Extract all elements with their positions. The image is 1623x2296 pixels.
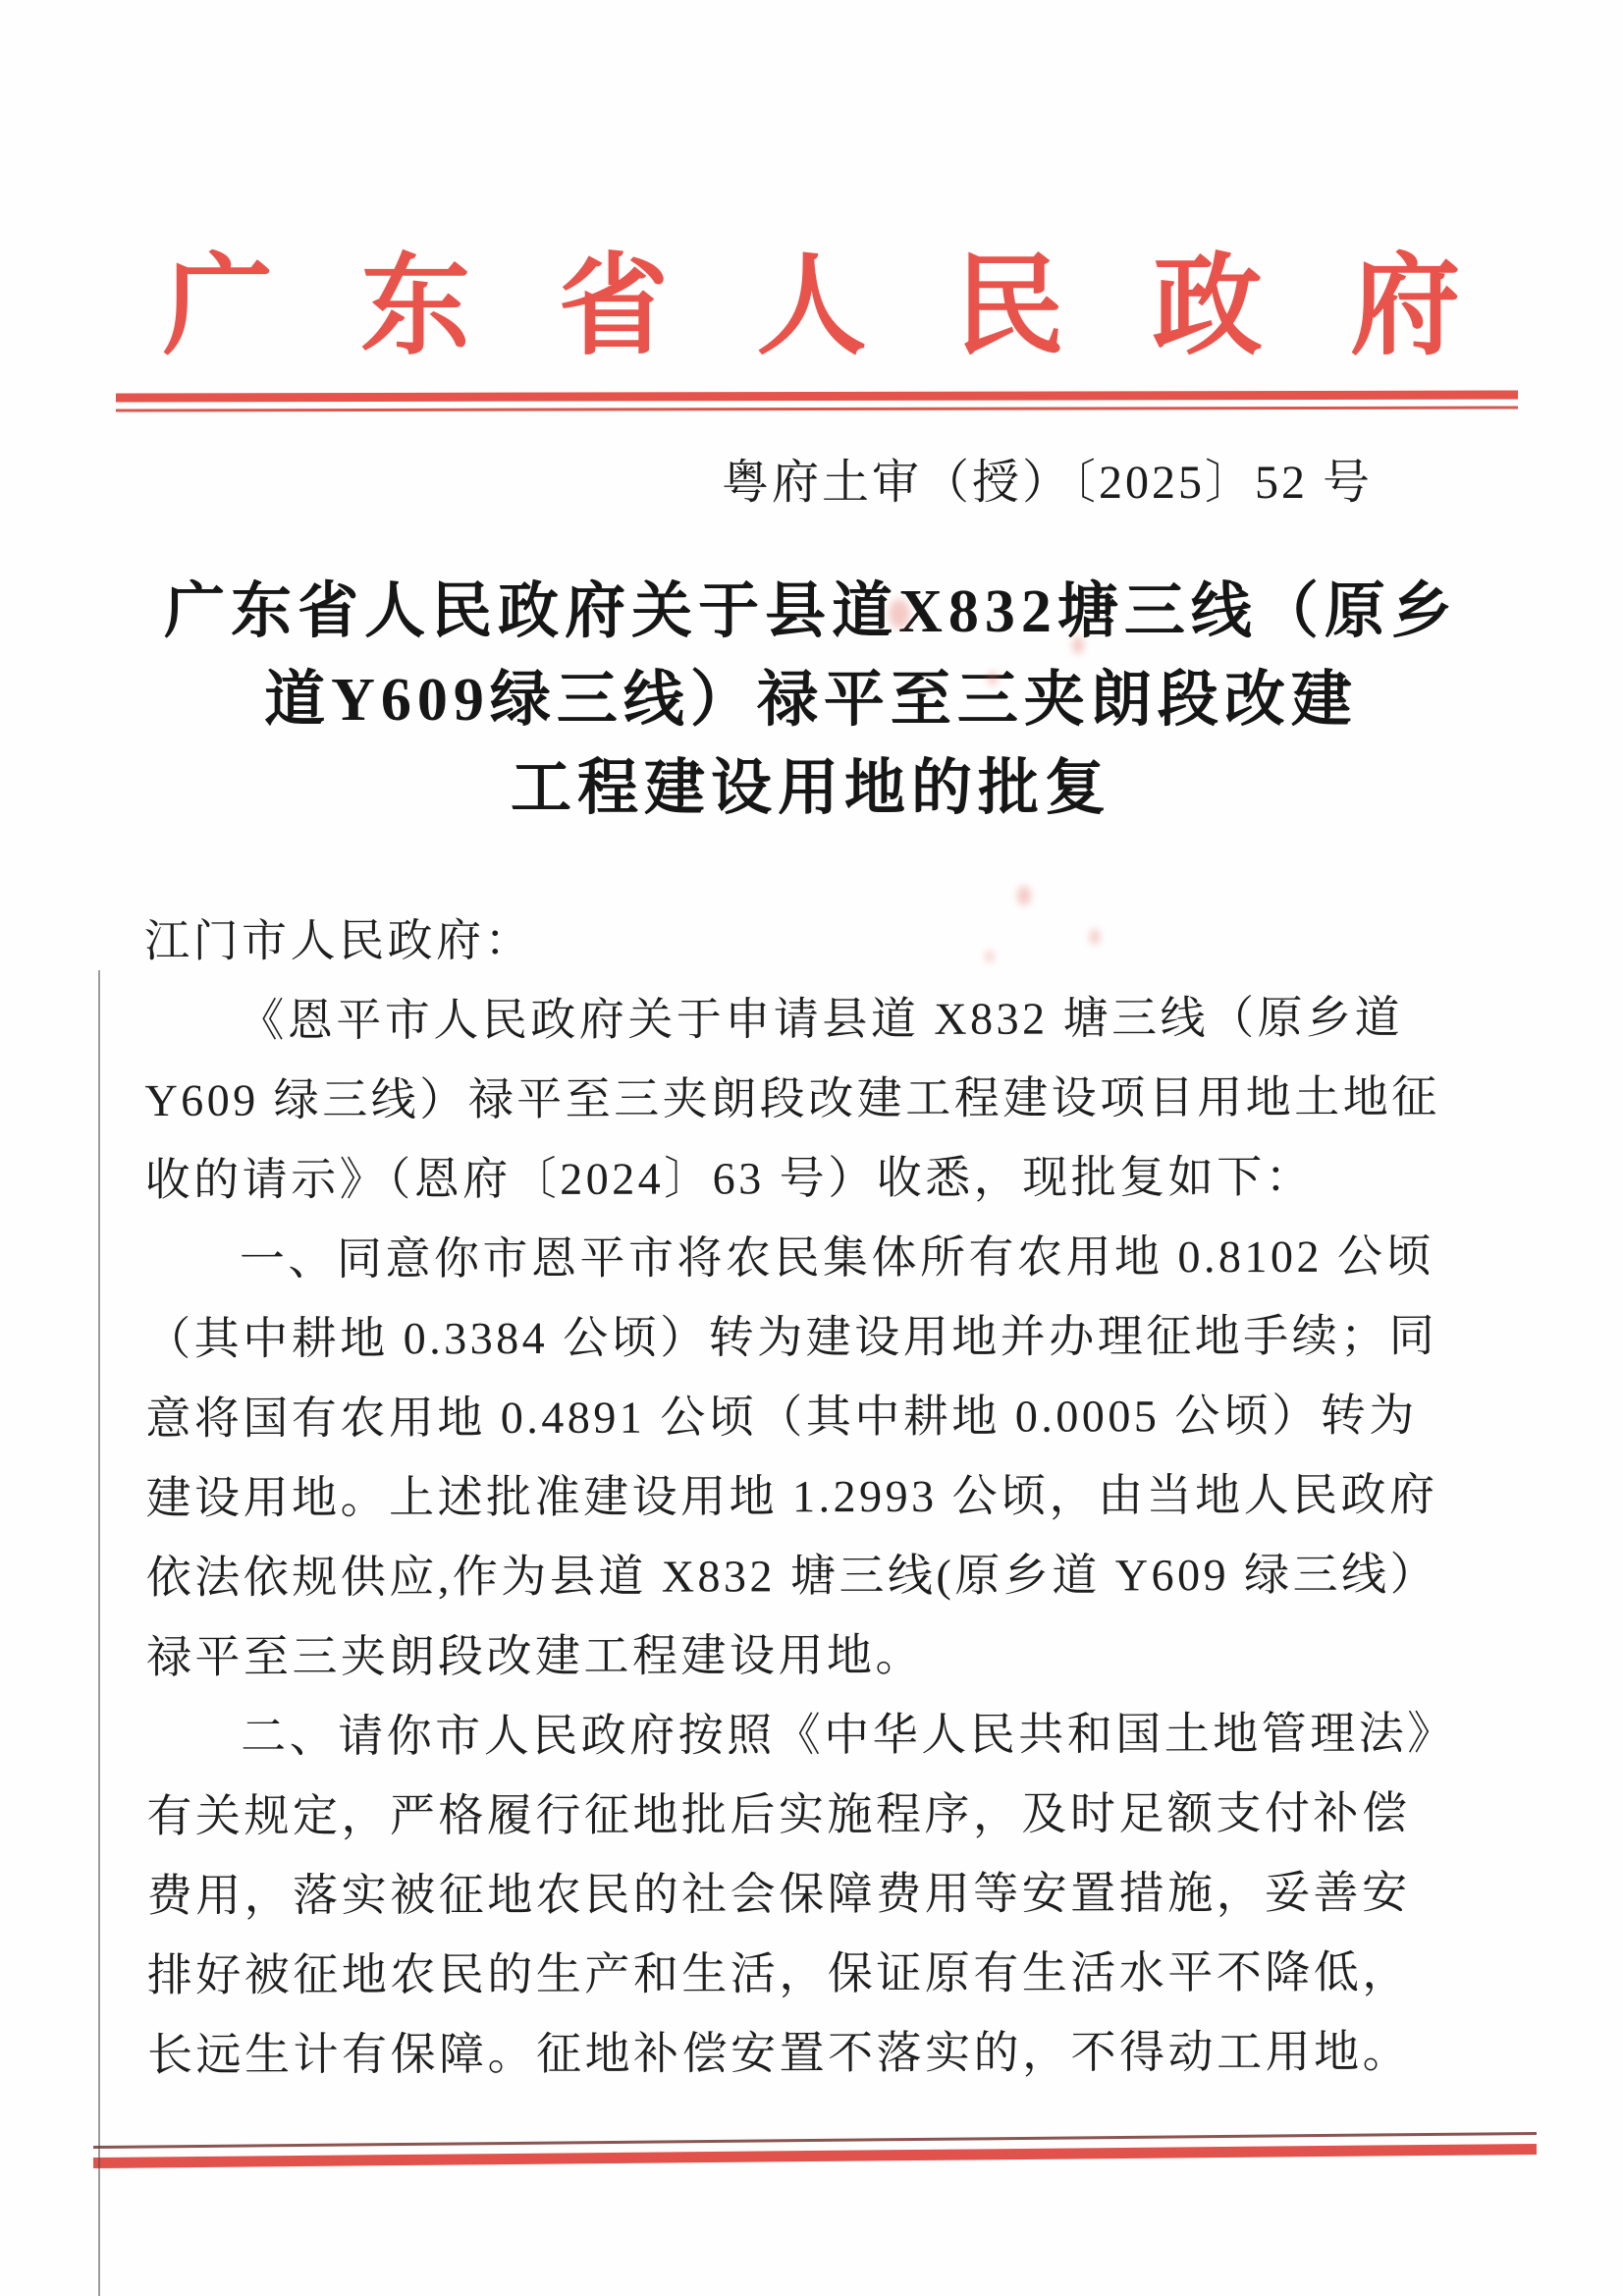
scan-smudge: [986, 951, 994, 962]
scan-smudge: [1090, 929, 1100, 945]
body-line: Y609 绿三线）禄平至三夹朗段改建工程建设项目用地土地征: [144, 1071, 1440, 1125]
scan-smudge: [1072, 636, 1084, 654]
body-line: 长远生计有保障。征地补偿安置不落实的，不得动工用地。: [147, 2026, 1412, 2080]
body-line: 《恩平市人民政府关于申请县道 X832 塘三线（原乡道: [239, 992, 1404, 1046]
letterhead-rule-thin: [116, 407, 1518, 412]
title-line-2: 道Y609绿三线）禄平至三夹朗段改建: [264, 667, 1358, 734]
body-line: 禄平至三夹朗段改建工程建设用地。: [145, 1629, 925, 1682]
document-title: [75, 568, 1547, 833]
scan-smudge: [1017, 886, 1031, 905]
body-line: 一、同意你市恩平市将农民集体所有农用地 0.8102 公顷: [239, 1230, 1435, 1285]
document-body: [144, 898, 1494, 2095]
title-line-3: 工程建设用地的批复: [510, 755, 1111, 822]
body-line: 排好被征地农民的生产和生活，保证原有生活水平不降低，: [146, 1946, 1411, 2000]
body-line: 依法依规供应,作为县道 X832 塘三线(原乡道 Y609 绿三线）: [145, 1549, 1439, 1603]
letterhead-text: 广东省人民政府: [162, 246, 1548, 368]
title-line-1: 广东省人民政府关于县道X832塘三线（原乡: [164, 578, 1458, 645]
body-line: 意将国有农用地 0.4891 公顷（其中耕地 0.0005 公顷）转为: [145, 1390, 1418, 1444]
body-line: （其中耕地 0.3384 公顷）转为建设用地并办理征地手续；同: [145, 1310, 1438, 1364]
body-line: 二、请你市人民政府按照《中华人民共和国土地管理法》: [241, 1708, 1456, 1762]
footer-rule-thick: [93, 2144, 1537, 2168]
letterhead-org-name: [0, 218, 1623, 376]
body-line: 建设用地。上述批准建设用地 1.2993 公顷，由当地人民政府: [145, 1469, 1438, 1523]
body-line: 有关规定，严格履行征地批后实施程序，及时足额支付补偿: [146, 1787, 1411, 1841]
salutation: 江门市人民政府：: [144, 914, 534, 966]
letterhead-rule-thick: [116, 391, 1518, 403]
scan-smudge: [889, 599, 910, 629]
body-line: 收的请示》（恩府〔2024〕63 号）收悉，现批复如下：: [144, 1151, 1315, 1205]
scan-edge-artifact: [98, 970, 100, 2296]
document-number: 粤府土审（授）〔2025〕52 号: [721, 457, 1373, 509]
body-line: 费用，落实被征地农民的社会保障费用等安置措施，妥善安: [146, 1867, 1411, 1921]
scan-smudge: [988, 672, 998, 685]
